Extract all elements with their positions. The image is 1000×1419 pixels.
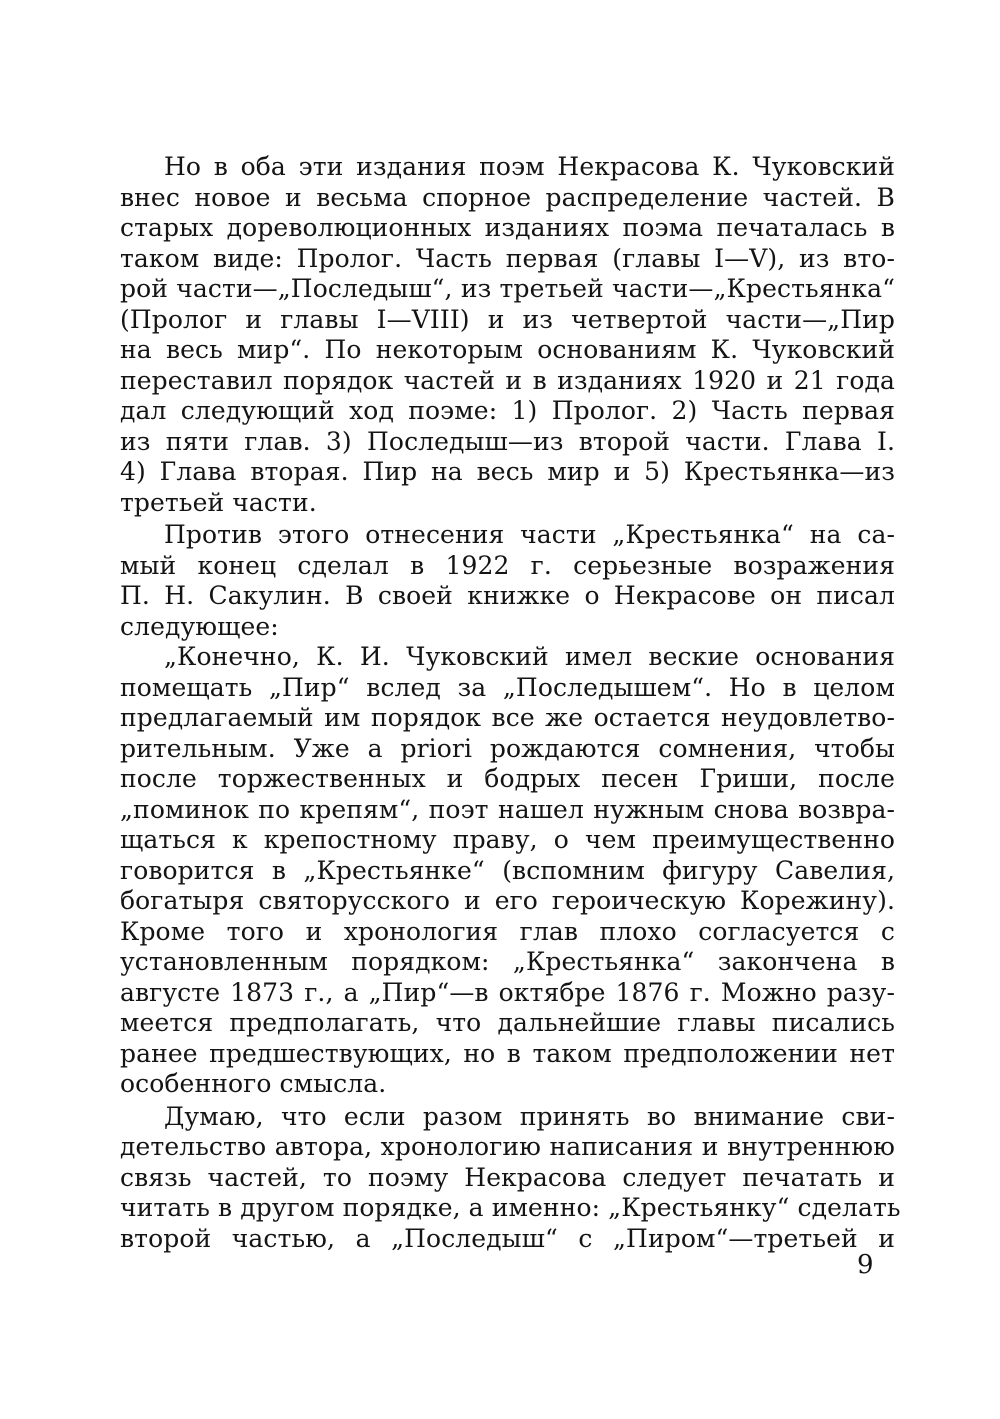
text-line: меется предполагать, что дальнейшие главы писались [120,1008,895,1037]
text-line: предлагаемый им порядок все же остается неудовлетво- [120,703,895,732]
text-line: переставил порядок частей и в изданиях 1920 и 21 года [120,365,895,395]
text-line: ранее предшествующих, но в таком предположении нет [120,1038,895,1068]
text-line: Против этого отнесения части „Крестьянка“ на са- [164,520,895,549]
text-line: П. Н. Сакулин. В своей книжке о Некрасове он писал [120,581,895,610]
text-line: следующее: [120,611,279,641]
text-line: Думаю, что если разом принять во внимание сви- [164,1101,895,1131]
text-line: Но в оба эти издания поэм Некрасова К. Чуковский [164,152,895,181]
body-text [120,152,901,1254]
text-line: богатыря святорусского и его героическую Корежину). [120,886,895,915]
text-line: рой части—„Последыш“, из третьей части—„Крестьянка“ [120,274,895,303]
text-line: „Конечно, К. И. Чуковский имел веские основания [164,642,895,671]
text-line: таком виде: Пролог. Часть первая (главы I—V), из вто- [120,243,895,273]
text-line: внес новое и весьма спорное распределение частей. В [120,182,895,212]
text-line: говорится в „Крестьянке“ (вспомним фигуру Савелия, [120,855,895,885]
text-line: Кроме того и хронология глав плохо согласуется с [120,916,895,946]
text-line: (Пролог и главы I—VIII) и из четвертой части—„Пир [120,304,895,334]
text-line: рительным. Уже a priori рождаются сомнения, чтобы [120,733,895,763]
text-line: третьей части. [120,487,317,517]
text-line: второй частью, а „Последыш“ с „Пиром“—третьей и [120,1223,895,1253]
text-line: дал следующий ход поэме: 1) Пролог. 2) Часть первая [120,396,895,425]
text-line: щаться к крепостному праву, о чем преимущественно [120,825,895,854]
text-line: детельство автора, хронологию написания и внутреннюю [120,1132,895,1161]
text-line: особенного смысла. [120,1069,387,1098]
text-line: 4) Глава вторая. Пир на весь мир и 5) Крестьянка—из [120,457,895,486]
text-line: августе 1873 г., а „Пир“—в октябре 1876 г. Можно разу- [120,977,895,1007]
page-number: 9 [857,1250,874,1280]
text-line: старых дореволюционных изданиях поэма печаталась в [120,213,895,242]
text-line: из пяти глав. 3) Последыш—из второй части. Глава I. [120,426,895,456]
text-line: „поминок по крепям“, поэт нашел нужным снова возвра- [120,794,895,824]
text-line: помещать „Пир“ вслед за „Последышем“. Но в целом [120,672,895,702]
text-line: после торжественных и бодрых песен Гриши, после [120,764,895,793]
text-line: читать в другом порядке, а именно: „Крестьянку“ сделать [120,1193,901,1222]
text-line: на весь мир“. По некоторым основаниям К. Чуковский [120,335,895,364]
text-line: связь частей, то поэму Некрасова следует печатать и [120,1162,895,1192]
text-line: мый конец сделал в 1922 г. серьезные возражения [120,550,895,580]
text-line: установленным порядком: „Крестьянка“ закончена в [120,947,895,976]
